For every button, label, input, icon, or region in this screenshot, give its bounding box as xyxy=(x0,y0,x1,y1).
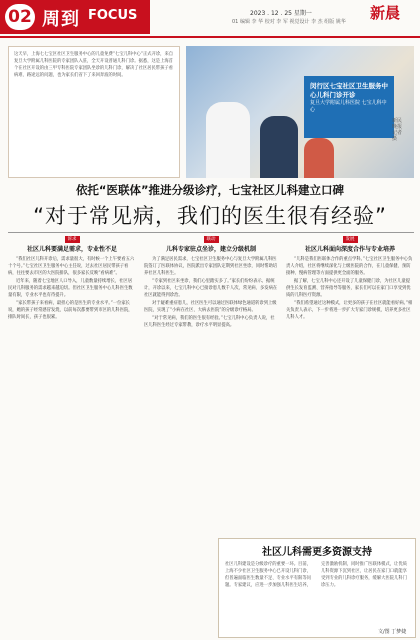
signboard-title: 闵行区七宝社区卫生服务中心儿科门诊开诊 xyxy=(310,82,388,99)
page-header xyxy=(0,0,420,46)
news-photo xyxy=(186,46,414,178)
paragraph: “专家到社区来坐诊，我们心里踏实多了。”家长们纷纷表示。据统计，开诊以来，七宝儿科中心已接诊患儿数千人次，常见病、多发病在社区就能得到诊治。 xyxy=(144,279,278,298)
paragraph: 近年来，随着七宝地区人口导入，儿童数量持续增长，社区居民对儿科服务的需求越来越迫切。但社区卫生服务中心儿科医生数量有限，专业水平也有待提升。 xyxy=(8,279,133,298)
section-title-en: FOCUS xyxy=(88,8,138,23)
logo-main: 新 xyxy=(370,4,386,22)
dateline: 2023 . 12 . 25 星期一 xyxy=(250,10,312,17)
sidebar-body: 社区儿科建设是分级诊疗的重要一环。目前，上海不少社区卫生服务中心已开设儿科门诊，但普遍面临医生数量不足、专业水平有限等问题。专家建议，应进一步加强儿科医生培养，完善激励机制，同时推广医联体模式，让优质儿科资源下沉到社区，让居民在家门口就能享受到专业的儿科诊疗服务，缓解大医院儿科门诊压力。 xyxy=(225,562,407,588)
intro-box: 这天早，上海七七宝区社区卫生服务中心的儿童免费“七宝儿科中心”正式开诊，来自复旦大学附属儿科医院的专家团队入驻，全天开设普通儿科门诊。据悉，这是上海首个在社区开设的由三甲专科医院专家团队坐诊的儿科门诊，解决了社区居民带孩子看病难、路途远的问题，也为家长们省下了来回奔波的时间。 xyxy=(8,46,180,178)
newspaper-logo xyxy=(370,2,416,36)
article-headline: “对于常见病，我们的医生很有经验” xyxy=(33,204,387,228)
photo-child xyxy=(304,138,334,178)
byline: 文/图 丁梦婕 xyxy=(378,629,407,635)
photo-doctor xyxy=(206,102,250,178)
column-tag: 诉求 xyxy=(65,236,80,243)
paragraph: 为了满足居民需求，七宝社区卫生服务中心与复旦大学附属儿科医院签订了医联体协议，医院派出专家团队定期到社区坐诊，同时帮助培养社区儿科医生。 xyxy=(144,257,278,276)
column-tag: 联动 xyxy=(204,236,219,243)
photo-caption: 新民晚报记者摄 xyxy=(392,118,403,142)
article-column-3 xyxy=(286,236,414,532)
photo-signboard xyxy=(304,76,394,138)
paragraph: 据了解，七宝儿科中心还开设了儿童保健门诊，为社区儿童提供生长发育监测、营养指导等服务，家长们可以在家门口享受到优质的儿科医疗资源。 xyxy=(286,279,411,298)
column-subhead: 儿科专家驻点坐诊，建立分级机制 xyxy=(165,246,256,253)
logo-accent: 晨 xyxy=(385,4,401,22)
article-kicker: 依托“医联体”推进分级诊疗，七宝社区儿科建立口碑 xyxy=(75,183,345,197)
header-rule xyxy=(0,36,420,38)
paragraph: “我们希望通过这种模式，让更多的孩子在社区就能看好病。”相关负责人表示，下一步将进一步扩大专家门诊规模，培养更多社区儿科人才。 xyxy=(286,301,413,320)
signboard-subtitle: 复旦大学附属儿科医院 七宝儿科中心 xyxy=(310,100,387,113)
column-tag: 发展 xyxy=(343,236,358,243)
article-column-1 xyxy=(8,236,136,636)
page-number: 02 xyxy=(5,4,35,30)
paragraph: “我们社区儿科开诊后，需求量很大，有时候一个上午要看五六十个号。”七宝社区卫生服务中心主任说，过去社区居民带孩子看病，往往要去市区的大医院排队，很多家长反映“看病难”。 xyxy=(8,257,135,276)
editor-credits: 01 编辑 李 华 校对 李 军 视觉设计 李 杰 组版 姚华 xyxy=(232,19,346,25)
column-subhead: 社区儿科要满足需求，专业性不足 xyxy=(26,246,117,253)
paragraph: “家长带孩子来看病，最担心的是医生的专业水平。”一位家长说，她的孩子经常感冒发烧，以前每次都要带到市区的儿科医院，排队时间长，孩子也很累。 xyxy=(8,301,133,320)
section-title: 周到 xyxy=(42,9,80,30)
paragraph: “对于常见病，我们的医生很有经验。”七宝儿科中心负责人说，社区儿科医生经过专家带教，诊疗水平明显提高。 xyxy=(144,316,275,328)
column-subhead: 社区儿科面向深度合作与专业培养 xyxy=(304,246,395,253)
paragraph: 对于疑难重症患儿，社区医生可以通过医联体绿色通道转诊到上级医院，实现了“小病在社区、大病去医院”的分级诊疗格局。 xyxy=(144,301,277,313)
column-rule xyxy=(8,232,414,233)
sidebar-title: 社区儿科需更多资源支持 xyxy=(262,547,372,558)
sidebar-commentary xyxy=(218,538,416,638)
photo-parent xyxy=(260,116,298,178)
paragraph: “儿科是我们医联体合作的重点学科。”七宝社区卫生服务中心负责人介绍，社区将继续深化与上级医院的合作，在儿童保健、预防接种、慢病管理等方面提供更全面的服务。 xyxy=(286,257,413,276)
